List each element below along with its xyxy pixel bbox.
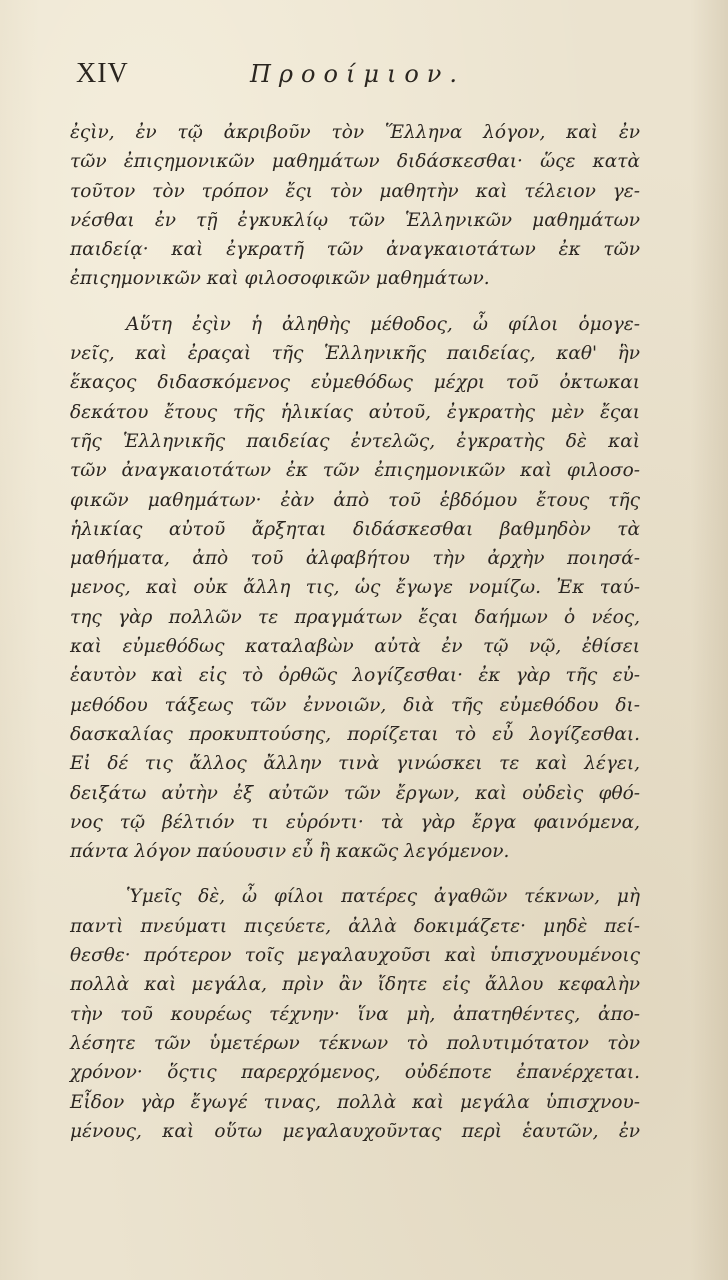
text-line: νέσθαι ἐν τῇ ἐγκυκλίῳ τῶν Ἑλληνικῶν μαθημάτων — [70, 209, 640, 231]
text-line: παιδείᾳ· καὶ ἐγκρατῆ τῶν ἀναγκαιοτάτων ἐκ τῶν — [70, 239, 640, 261]
text-line: τῆς Ἑλληνικῆς παιδείας ἐντελῶς, ἐγκρατὴς δὲ καὶ — [70, 430, 640, 452]
paragraph-2 — [70, 310, 640, 867]
paragraph-3 — [70, 882, 640, 1146]
text-line: τῶν ἀναγκαιοτάτων ἐκ τῶν ἐπιςημονικῶν καὶ φιλοσο- — [70, 460, 640, 482]
text-line: μένους, καὶ οὕτω μεγαλαυχοῦντας περὶ ἑαυτῶν, ἐν — [70, 1120, 640, 1142]
text-line: δεκάτου ἔτους τῆς ἡλικίας αὐτοῦ, ἐγκρατὴς μὲν ἔςαι — [70, 401, 640, 423]
text-line: καὶ εὐμεθόδως καταλαβὼν αὐτὰ ἐν τῷ νῷ, ἐθίσει — [70, 636, 640, 658]
text-line: πάντα λόγον παύουσιν εὖ ἢ κακῶς λεγόμενον. — [70, 841, 510, 863]
text-line: ἡλικίας αὐτοῦ ἄρξηται διδάσκεσθαι βαθμηδὸν τὰ — [70, 518, 640, 540]
text-line: τοῦτον τὸν τρόπον ἔςι τὸν μαθητὴν καὶ τέλειον γε- — [70, 180, 640, 202]
text-line: δασκαλίας προκυπτούσης, πορίζεται τὸ εὖ λογίζεσθαι. — [70, 723, 640, 745]
text-line: ἕκαςος διδασκόμενος εὐμεθόδως μέχρι τοῦ ὀκτωκαι — [70, 372, 640, 394]
text-line: Αὕτη ἐςὶν ἡ ἀληθὴς μέθοδος, ὦ φίλοι ὁμογε- — [126, 313, 640, 335]
text-line: θεσθε· πρότερον τοῖς μεγαλαυχοῦσι καὶ ὑπισχνουμένοις — [70, 945, 640, 967]
text-line: λέσητε τῶν ὑμετέρων τέκνων τὸ πολυτιμότατον τὸν — [70, 1032, 640, 1054]
text-line: πολλὰ καὶ μεγάλα, πρὶν ἂν ἴδητε εἰς ἄλλου κεφαλὴν — [70, 974, 640, 996]
text-line: τῶν ἐπιςημονικῶν μαθημάτων διδάσκεσθαι· ὥςε κατὰ — [70, 151, 640, 173]
text-line: μενος, καὶ οὐκ ἄλλη τις, ὡς ἔγωγε νομίζω. Ἐκ ταύ- — [70, 577, 640, 599]
paragraph-1 — [70, 118, 640, 294]
text-line: δειξάτω αὐτὴν ἐξ αὐτῶν τῶν ἔργων, καὶ οὐδεὶς φθό- — [70, 782, 640, 804]
text-line: Ὑμεῖς δὲ, ὦ φίλοι πατέρες ἀγαθῶν τέκνων, μὴ — [126, 886, 640, 908]
running-title: Προοίμιον. — [250, 60, 466, 88]
text-line: μεθόδου τάξεως τῶν ἐννοιῶν, διὰ τῆς εὐμεθόδου δι- — [70, 694, 640, 716]
text-line: φικῶν μαθημάτων· ἐὰν ἀπὸ τοῦ ἑβδόμου ἔτους τῆς — [70, 489, 640, 511]
text-line: Εἶδον γὰρ ἔγωγέ τινας, πολλὰ καὶ μεγάλα ὑπισχνου- — [70, 1091, 640, 1113]
text-line: νος τῷ βέλτιόν τι εὑρόντι· τὰ γὰρ ἔργα φαινόμενα, — [70, 811, 640, 833]
text-line: ἐςὶν, ἐν τῷ ἀκριβοῦν τὸν Ἕλληνα λόγον, καὶ ἐν — [70, 122, 640, 143]
body-text — [70, 118, 640, 1162]
text-line: παντὶ πνεύματι πιςεύετε, ἀλλὰ δοκιμάζετε· μηδὲ πεί- — [70, 915, 640, 937]
text-line: μαθήματα, ἀπὸ τοῦ ἀλφαβήτου τὴν ἀρχὴν ποιησά- — [70, 548, 640, 570]
text-line: χρόνον· ὅςτις παρερχόμενος, οὐδέποτε ἐπανέρχεται. — [70, 1062, 640, 1084]
running-head — [68, 58, 688, 98]
text-line: τὴν τοῦ κουρέως τέχνην· ἵνα μὴ, ἀπατηθέντες, ἀπο- — [70, 1003, 640, 1025]
text-line: ἐπιςημονικῶν καὶ φιλοσοφικῶν μαθημάτων. — [70, 268, 490, 290]
text-line: Εἰ δέ τις ἄλλος ἄλλην τινὰ γινώσκει τε καὶ λέγει, — [70, 753, 640, 775]
text-line: νεῖς, καὶ ἐραςαὶ τῆς Ἑλληνικῆς παιδείας, καθ' ἣν — [70, 343, 640, 365]
page-number: XIV — [76, 58, 129, 89]
text-line: ἑαυτὸν καὶ εἰς τὸ ὀρθῶς λογίζεσθαι· ἐκ γὰρ τῆς εὐ- — [70, 665, 640, 687]
text-line: της γὰρ πολλῶν τε πραγμάτων ἔςαι δαήμων ὁ νέος, — [70, 606, 640, 628]
